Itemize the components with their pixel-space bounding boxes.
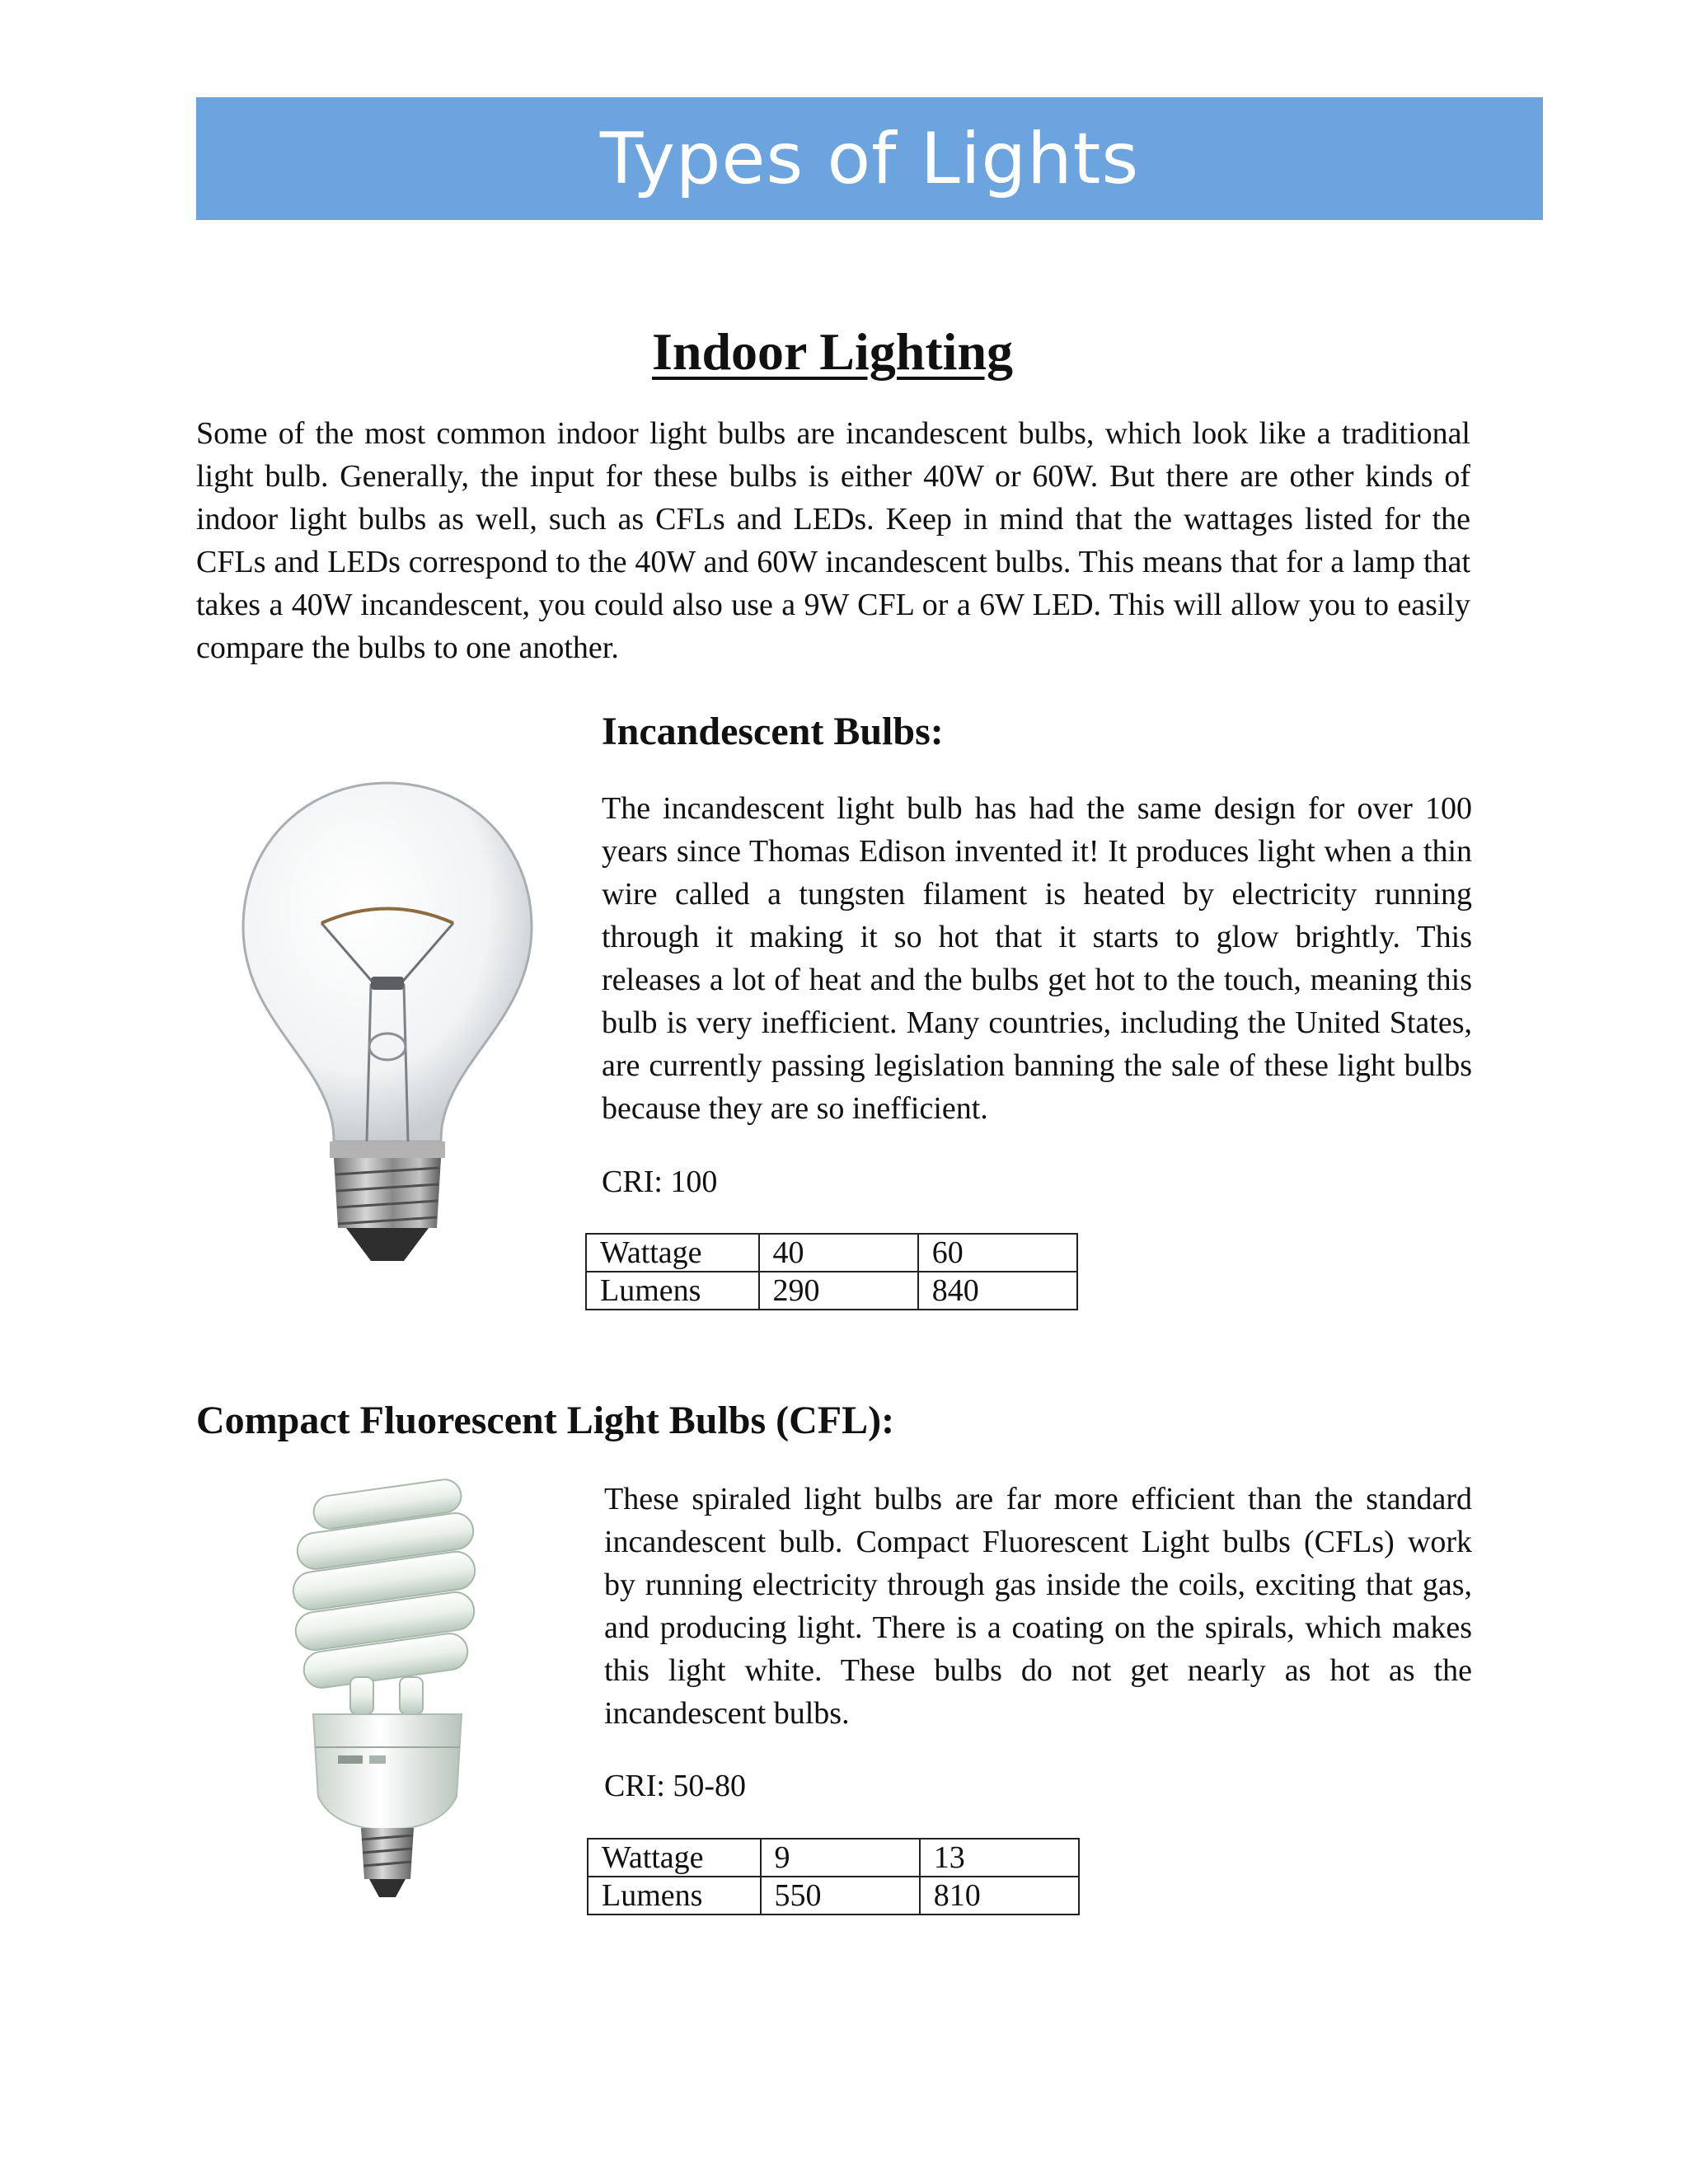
incandescent-cri: CRI: 100: [602, 1165, 718, 1199]
table-row: [586, 1272, 1077, 1310]
table-row: [588, 1877, 1079, 1915]
title-banner: [196, 97, 1543, 220]
cfl-spec-table: [587, 1838, 1080, 1915]
table-cell: Lumens: [588, 1877, 761, 1915]
table-cell: 9: [761, 1839, 920, 1877]
cfl-paragraph: These spiraled light bulbs are far more efficient than the standard incandescent bulb. Compact Fluorescent Light bulbs (CFLs) work by running electricity through gas inside the coils, exciting that gas, and producing light. There is a coating on the spirals, which makes this light white. These bulbs do not get nearly as hot as the incandescent bulbs.: [604, 1482, 1472, 1731]
table-cell: Lumens: [586, 1272, 759, 1310]
page-title: Types of Lights: [599, 117, 1140, 200]
table-cell: 40: [759, 1234, 918, 1272]
table-cell: Wattage: [588, 1839, 761, 1877]
table-cell: Wattage: [586, 1234, 759, 1272]
table-cell: 810: [920, 1877, 1079, 1915]
table-row: [586, 1234, 1077, 1272]
incandescent-bulb-icon: [239, 779, 536, 1273]
incandescent-paragraph: The incandescent light bulb has had the same design for over 100 years since Thomas Edison invented it! It produces light when a thin wire called a tungsten filament is heated by electricity running through it making it so hot that it starts to glow brightly. This releases a lot of heat and the bulbs get hot to the touch, meaning this bulb is very inefficient. Many countries, including the United States, are currently passing legislation banning the sale of these light bulbs because they are so inefficient.: [602, 791, 1472, 1126]
intro-paragraph: Some of the most common indoor light bulbs are incandescent bulbs, which look like a traditional light bulb. Generally, the input for these bulbs is either 40W or 60W. But there are other kinds of indoor light bulbs as well, such as CFLs and LEDs. Keep in mind that the wattages listed for the CFLs and LEDs correspond to the 40W and 60W incandescent bulbs. This means that for a lamp that takes a 40W incandescent, you could also use a 9W CFL or a 6W LED. This will allow you to easily compare the bulbs to one another.: [196, 416, 1470, 665]
table-row: [588, 1839, 1079, 1877]
table-cell: 13: [920, 1839, 1079, 1877]
cfl-cri: CRI: 50-80: [604, 1769, 747, 1803]
incandescent-heading: Incandescent Bulbs:: [602, 710, 944, 753]
section-heading-indoor-lighting: Indoor Lighting: [651, 322, 1014, 381]
table-cell: 550: [761, 1877, 920, 1915]
cfl-bulb-icon: [280, 1475, 495, 1904]
table-cell: 60: [918, 1234, 1077, 1272]
cfl-heading: Compact Fluorescent Light Bulbs (CFL):: [196, 1399, 895, 1442]
table-cell: 290: [759, 1272, 918, 1310]
incandescent-spec-table: [585, 1233, 1078, 1310]
table-cell: 840: [918, 1272, 1077, 1310]
